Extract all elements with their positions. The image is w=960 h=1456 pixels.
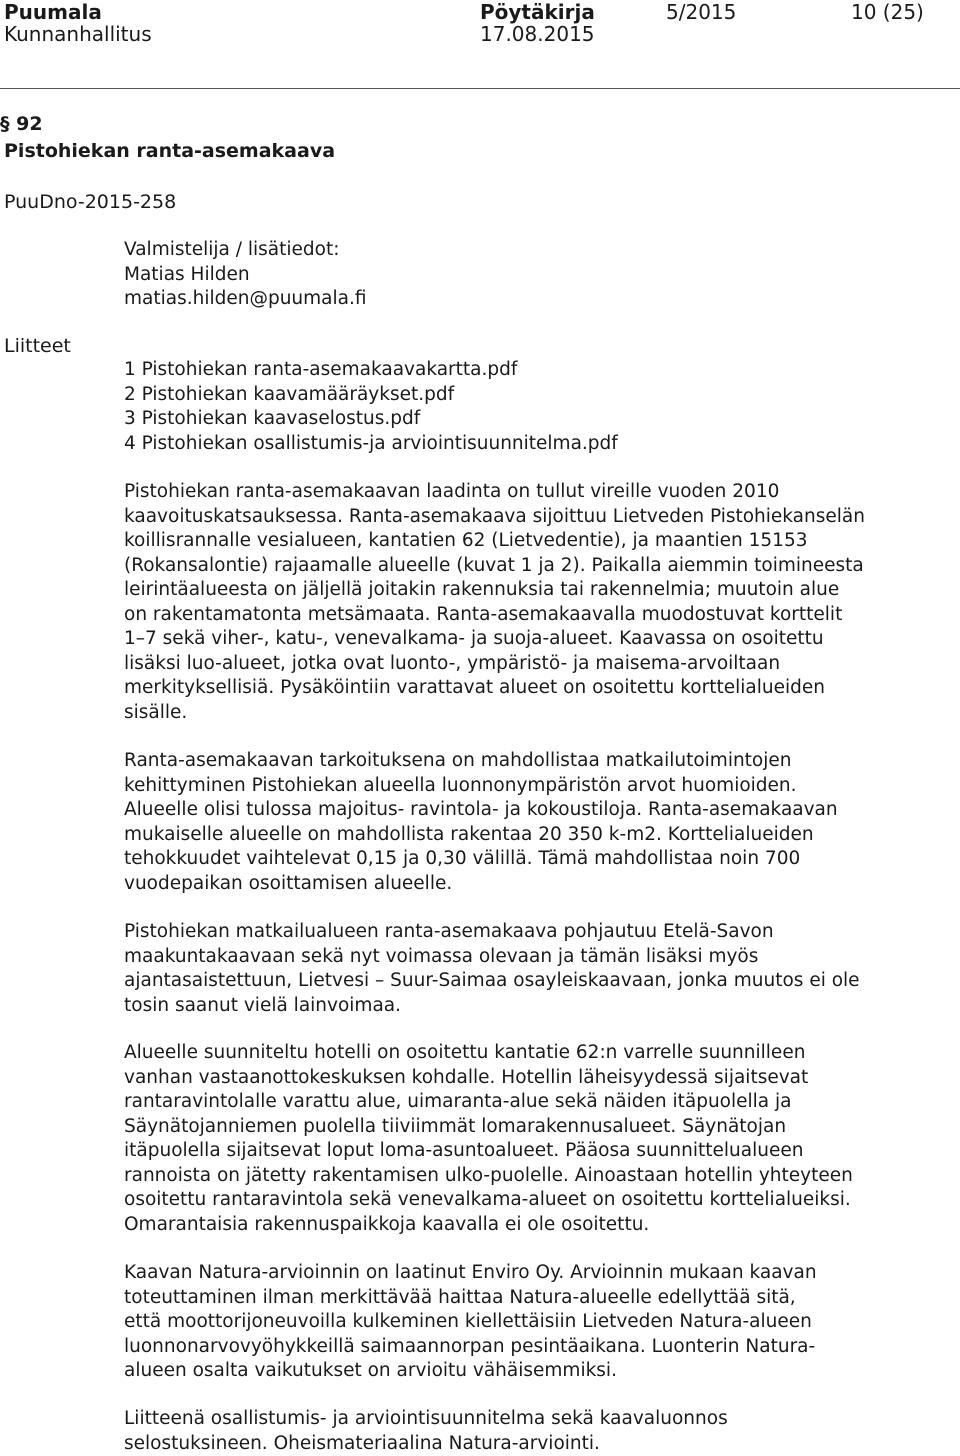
body-paragraph-4 xyxy=(124,1041,944,1237)
preparer-label: Valmistelija / lisätiedot: xyxy=(124,238,944,263)
body-paragraph-2 xyxy=(124,749,944,896)
paragraph-line: Pistohiekan matkailualueen ranta-asemakaava pohjautuu Etelä-Savon xyxy=(124,920,944,945)
diary-number: PuuDno-2015-258 xyxy=(4,190,176,214)
paragraph-line: kaavoituskatsauksessa. Ranta-asemakaava sijoittuu Lietveden Pistohiekanselän xyxy=(124,505,944,530)
section-number-value: 92 xyxy=(16,113,42,135)
paragraph-line: Ranta-asemakaavan tarkoituksena on mahdollistaa matkailutoimintojen xyxy=(124,749,944,774)
body-paragraph-3 xyxy=(124,920,944,1018)
paragraph-line: tehokkuudet vaihtelevat 0,15 ja 0,30 välillä. Tämä mahdollistaa noin 700 xyxy=(124,847,944,872)
paragraph-line: että moottorijoneuvoilla kulkeminen kiellettäisiin Lietveden Natura-alueen xyxy=(124,1310,944,1335)
paragraph-line: mukaiselle alueelle on mahdollista rakentaa 20 350 k-m2. Korttelialueiden xyxy=(124,823,944,848)
section-sign-icon: § xyxy=(0,113,10,135)
body-paragraph-5 xyxy=(124,1261,944,1384)
preparer-info xyxy=(124,238,944,312)
paragraph-line: Liitteenä osallistumis- ja arviointisuunnitelma sekä kaavaluonnos xyxy=(124,1407,944,1432)
body-paragraph-6 xyxy=(124,1407,944,1456)
paragraph-line: selostuksineen. Oheismateriaalina Natura-arviointi. xyxy=(124,1432,944,1456)
paragraph-line: Pistohiekan ranta-asemakaavan laadinta on tullut vireille vuoden 2010 xyxy=(124,480,944,505)
section-number xyxy=(0,112,43,136)
paragraph-line: maakuntakaavaan sekä nyt voimassa olevaan ja tämän lisäksi myös xyxy=(124,945,944,970)
meeting-date: 17.08.2015 xyxy=(480,22,595,46)
paragraph-line: luonnonarvovyöhykkeillä saimaannorpan pesintäaikana. Luonterin Natura- xyxy=(124,1335,944,1360)
paragraph-line: kehittyminen Pistohiekan alueella luonnonympäristön arvot huomioiden. xyxy=(124,774,944,799)
paragraph-line: on rakentamatonta metsämaata. Ranta-asemakaavalla muodostuvat korttelit xyxy=(124,603,944,628)
attachments-list xyxy=(124,358,944,456)
document-type: Pöytäkirja xyxy=(480,0,595,24)
paragraph-line: Säynätojanniemen puolella tiiviimmät lomarakennusalueet. Säynätojan xyxy=(124,1115,944,1140)
paragraph-line: 1–7 sekä viher-, katu-, venevalkama- ja suoja-alueet. Kaavassa on osoitettu xyxy=(124,627,944,652)
paragraph-line: osoitettu rantaravintola sekä venevalkama-alueet on osoitettu korttelialueiksi. xyxy=(124,1188,944,1213)
paragraph-line: rantaravintolalle varattu alue, uimaranta-alue sekä näiden itäpuolella ja xyxy=(124,1090,944,1115)
paragraph-line: lisäksi luo-alueet, jotka ovat luonto-, ympäristö- ja maisema-arvoiltaan xyxy=(124,652,944,677)
paragraph-line: merkityksellisiä. Pysäköintiin varattavat alueet on osoitettu korttelialueiden xyxy=(124,676,944,701)
attachment-item: 3 Pistohiekan kaavaselostus.pdf xyxy=(124,407,944,432)
body-paragraph-1 xyxy=(124,480,944,725)
paragraph-line: alueen osalta vaikutukset on arvioitu vähäisemmiksi. xyxy=(124,1359,944,1384)
paragraph-line: (Rokansalontie) rajaamalle alueelle (kuvat 1 ja 2). Paikalla aiemmin toimineesta xyxy=(124,554,944,579)
paragraph-line: toteuttaminen ilman merkittävää haittaa Natura-alueelle edellyttää sitä, xyxy=(124,1286,944,1311)
preparer-name: Matias Hilden xyxy=(124,263,944,288)
paragraph-line: vanhan vastaanottokeskuksen kohdalle. Hotellin läheisyydessä sijaitsevat xyxy=(124,1066,944,1091)
paragraph-line: koillisrannalle vesialueen, kantatien 62 (Lietvedentie), ja maantien 15153 xyxy=(124,529,944,554)
header-divider xyxy=(0,88,960,89)
paragraph-line: leirintäalueesta on jäljellä joitakin rakennuksia tai rakennelmia; muutoin alue xyxy=(124,578,944,603)
paragraph-line: Omarantaisia rakennuspaikkoja kaavalla ei ole osoitettu. xyxy=(124,1213,944,1238)
preparer-email: matias.hilden@puumala.fi xyxy=(124,287,944,312)
page-number: 10 (25) xyxy=(851,0,924,24)
attachments-label: Liitteet xyxy=(4,334,71,358)
paragraph-line: tosin saanut vielä lainvoimaa. xyxy=(124,994,944,1019)
paragraph-line: rannoista on jätetty rakentamisen ulko-puolelle. Ainoastaan hotellin yhteyteen xyxy=(124,1164,944,1189)
paragraph-line: sisälle. xyxy=(124,701,944,726)
attachment-item: 1 Pistohiekan ranta-asemakaavakartta.pdf xyxy=(124,358,944,383)
section-title: Pistohiekan ranta-asemakaava xyxy=(4,139,335,163)
committee-name: Kunnanhallitus xyxy=(4,22,152,46)
paragraph-line: Kaavan Natura-arvioinnin on laatinut Enviro Oy. Arvioinnin mukaan kaavan xyxy=(124,1261,944,1286)
document-header xyxy=(0,0,960,92)
attachment-item: 4 Pistohiekan osallistumis-ja arviointisuunnitelma.pdf xyxy=(124,432,944,457)
municipality-name: Puumala xyxy=(4,0,102,24)
paragraph-line: Alueelle suunniteltu hotelli on osoitettu kantatie 62:n varrelle suunnilleen xyxy=(124,1041,944,1066)
document-number: 5/2015 xyxy=(666,0,736,24)
paragraph-line: Alueelle olisi tulossa majoitus- ravintola- ja kokoustiloja. Ranta-asemakaavan xyxy=(124,798,944,823)
paragraph-line: ajantasaistettuun, Lietvesi – Suur-Saimaa osayleiskaavaan, jonka muutos ei ole xyxy=(124,969,944,994)
attachment-item: 2 Pistohiekan kaavamääräykset.pdf xyxy=(124,383,944,408)
paragraph-line: itäpuolella sijaitsevat loput loma-asuntoalueet. Pääosa suunnittelualueen xyxy=(124,1139,944,1164)
paragraph-line: vuodepaikan osoittamisen alueelle. xyxy=(124,872,944,897)
